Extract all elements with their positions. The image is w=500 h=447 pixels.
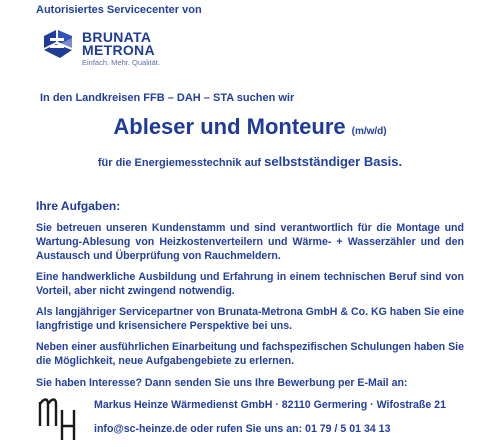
region-line: In den Landkreisen FFB – DAH – STA suchen wir [40,92,295,104]
company-address: Markus Heinze Wärmedienst GmbH · 82110 Germering · Wifostraße 21 [94,399,446,411]
gender-tag: (m/w/d) [351,126,387,137]
logo-name-line1: BRUNATA [82,29,152,45]
task-paragraph-4: Neben einer ausführlichen Einarbeitung und fachspezifischen Schulungen haben Sie die Möglichkeit, neue Aufgabengebiete zu erlernen. [36,341,464,367]
brunata-metrona-logo [42,28,182,68]
mh-monogram-icon [38,396,78,442]
tasks-heading: Ihre Aufgaben: [36,199,121,213]
subline [0,154,500,169]
email-phone-line: info@sc-heinze.de oder rufen Sie uns an: 01 79 / 5 01 34 13 [94,423,391,435]
task-paragraph-3: Als langjähriger Servicepartner von Brunata-Metrona GmbH & Co. KG haben Sie eine langfristige und krisensichere Perspektive bei uns. [36,306,464,332]
task-paragraph-1: Sie betreuen unseren Kundenstamm und sind verantwortlich für die Montage und Wartung-Ablesung von Heizkostenverteilern und Wärme- + Wasserzähler und den Austausch und Überprüfung von Rauchmeldern. [36,222,464,262]
interest-line: Sie haben Interesse? Dann senden Sie uns Ihre Bewerbung per E-Mail an: [36,377,408,389]
service-center-line: Autorisiertes Servicecenter von [36,4,202,16]
logo-tagline: Einfach. Mehr. Qualität. [82,58,160,67]
task-paragraph-2: Eine handwerkliche Ausbildung und Erfahrung in einem technischen Beruf sind von Vorteil, aber nicht zwingend notwendig. [36,271,464,297]
logo-name-line2: METRONA [82,42,155,58]
subline-emphasis: selbstständiger Basis. [264,154,403,169]
job-title: Ableser und Monteure [113,114,346,139]
headline [0,114,500,140]
brunata-logo-icon [42,28,78,62]
subline-prefix: für die Energiemesstechnik auf [97,157,265,169]
